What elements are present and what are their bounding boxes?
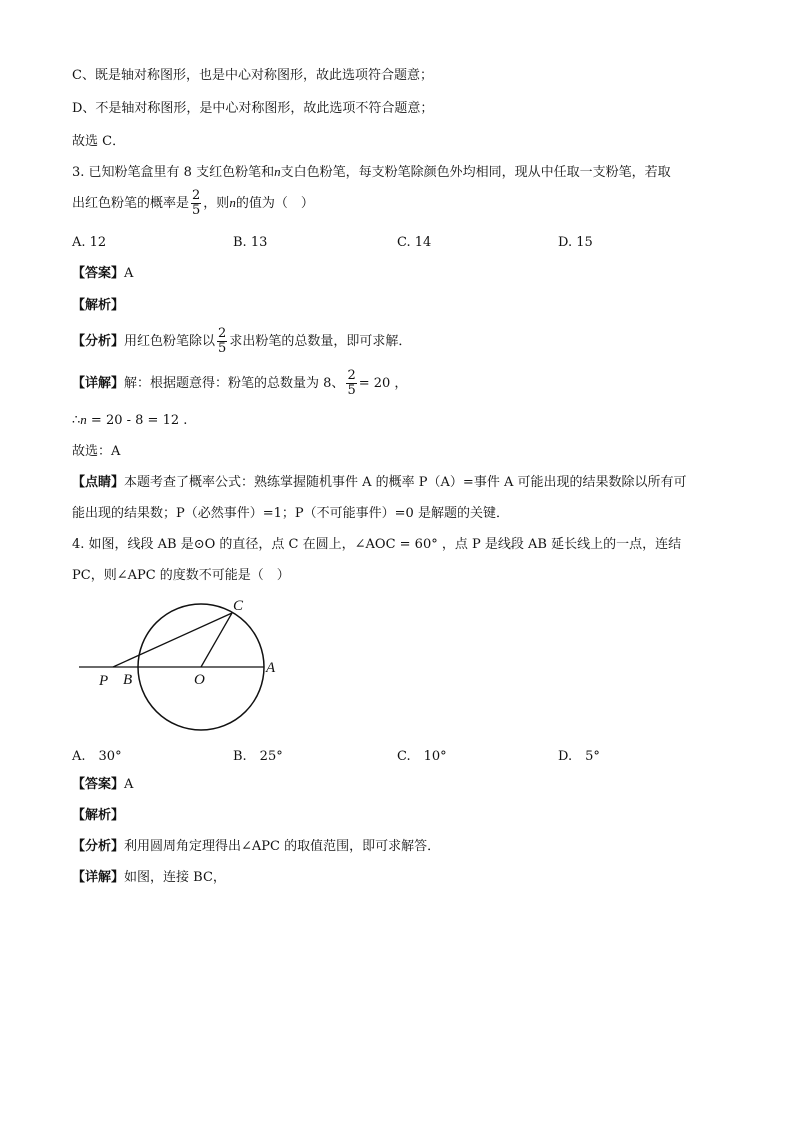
q3-fraction — [191, 189, 201, 218]
q3-option-d: D. 15 — [558, 235, 593, 250]
therefore-symbol: ∴ — [72, 413, 81, 428]
answer-value: A — [124, 266, 134, 281]
segment-pc — [113, 613, 232, 667]
fenxi-tag: 【分析】 — [72, 839, 125, 854]
fraction-numerator: 2 — [347, 368, 356, 383]
q3-fraction — [346, 369, 356, 398]
q3-stem-line-1 — [72, 163, 671, 182]
q3-calc-var: n — [80, 412, 87, 427]
q3-dianjing-line-2: 能出现的结果数；P（必然事件）=1；P（不可能事件）=0 是解题的关键． — [72, 506, 509, 521]
detail-tag: 【详解】 — [72, 870, 125, 885]
q3-choice: 故选：A — [72, 444, 121, 459]
fraction-denominator: 5 — [218, 341, 227, 356]
q4-option-b: B. 25° — [233, 749, 283, 764]
label-c: C — [233, 598, 244, 614]
q3-stem-part: ，则 — [203, 196, 230, 211]
q4-stem-line-2: PC，则∠APC 的度数不可能是（ ） — [72, 568, 290, 583]
q3-fenxi — [72, 327, 411, 356]
fenxi-text: 用红色粉笔除以 — [124, 334, 216, 349]
q2-choice: 故选 C． — [72, 134, 126, 149]
q3-fraction — [217, 327, 227, 356]
fenxi-tag: 【分析】 — [72, 334, 125, 349]
label-o: O — [194, 672, 205, 688]
label-b: B — [123, 672, 133, 688]
q3-analysis-tag: 【解析】 — [72, 298, 125, 313]
q3-option-b: B. 13 — [233, 235, 268, 250]
q4-answer — [72, 776, 133, 794]
q3-answer — [72, 265, 133, 283]
q4-option-c: C. 10° — [397, 749, 447, 764]
answer-tag: 【答案】 — [72, 777, 125, 792]
dianjing-tag: 【点睛】 — [72, 475, 125, 490]
fraction-numerator: 2 — [192, 188, 201, 203]
q3-stem-line-2 — [72, 189, 314, 218]
q4-option-a: A. 30° — [72, 749, 122, 764]
segment-oc — [201, 613, 232, 667]
q3-option-c: C. 14 — [397, 235, 432, 250]
detail-text: = 20 ， — [358, 376, 408, 391]
q4-circle-figure — [75, 596, 305, 736]
q2-option-c-explanation: C、既是轴对称图形，也是中心对称图形，故此选项符合题意； — [72, 68, 433, 83]
q3-option-a: A. 12 — [72, 235, 107, 250]
detail-tag: 【详解】 — [72, 376, 125, 391]
q3-stem-var: n — [274, 164, 281, 179]
q3-dianjing-line-1 — [72, 474, 686, 492]
q3-detail — [72, 369, 407, 398]
q3-stem-part: 出红色粉笔的概率是 — [72, 196, 190, 211]
detail-text: 解：根据题意得：粉笔的总数量为 8 — [124, 376, 332, 391]
q3-stem-part: 支白色粉笔，每支粉笔除颜色外均相同，现从中任取一支粉笔，若取 — [280, 165, 671, 180]
q3-stem-var: n — [229, 195, 236, 210]
answer-tag: 【答案】 — [72, 266, 125, 281]
label-a: A — [266, 660, 276, 676]
fraction-numerator: 2 — [218, 326, 227, 341]
q4-analysis-tag: 【解析】 — [72, 808, 125, 823]
label-p: P — [99, 673, 109, 689]
fraction-denominator: 5 — [192, 203, 201, 218]
calc-expression: = 20 - 8 = 12 . — [90, 413, 188, 428]
q4-detail — [72, 869, 226, 887]
fenxi-text: 求出粉笔的总数量，即可求解． — [229, 334, 412, 349]
fenxi-text: 利用圆周角定理得出∠APC 的取值范围，即可求解答． — [124, 839, 441, 854]
q3-calculation — [72, 411, 187, 430]
detail-text: 、 — [331, 376, 345, 391]
answer-value: A — [124, 777, 134, 792]
detail-text: 如图，连接 BC， — [124, 870, 226, 885]
q4-stem-line-1: 4. 如图，线段 AB 是⊙O 的直径，点 C 在圆上，∠AOC = 60° ，点 P 是线段 AB 延长线上的一点，连结 — [72, 537, 682, 552]
q4-fenxi — [72, 838, 440, 856]
q2-option-d-explanation: D、不是轴对称图形，是中心对称图形，故此选项不符合题意； — [72, 101, 434, 116]
q3-stem-part: 的值为（ ） — [235, 196, 314, 211]
dianjing-text: 本题考查了概率公式：熟练掌握随机事件 A 的概率 P（A）=事件 A 可能出现的结果数除以所有可 — [124, 475, 687, 490]
q4-option-d: D. 5° — [558, 749, 600, 764]
fraction-denominator: 5 — [347, 383, 356, 398]
q3-stem-part: 3. 已知粉笔盒里有 8 支红色粉笔和 — [72, 165, 275, 180]
